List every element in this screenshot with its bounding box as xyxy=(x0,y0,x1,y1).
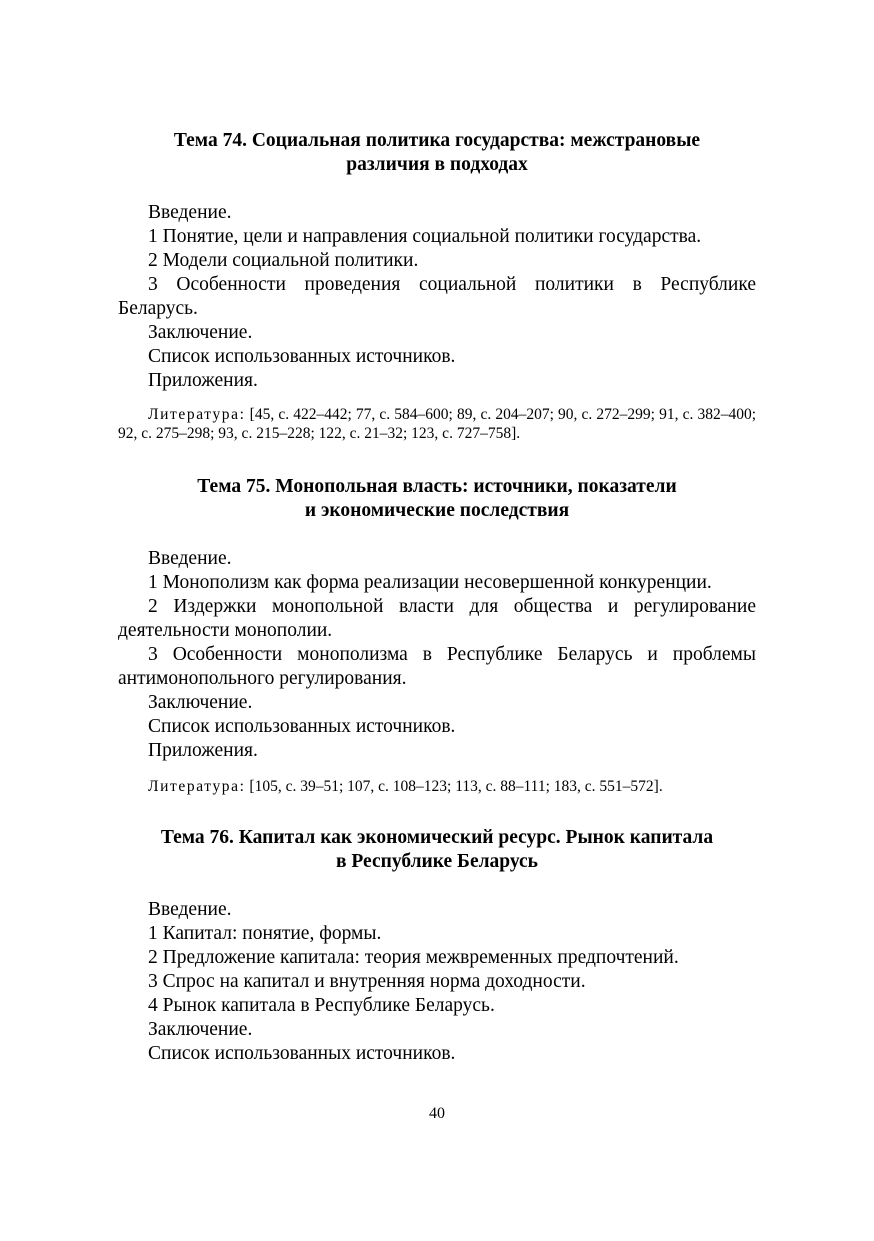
topic-outline xyxy=(118,547,756,763)
topic-title xyxy=(118,826,756,874)
topic-title-line-1: Тема 75. Монопольная власть: источники, показатели xyxy=(197,476,677,497)
topic-75 xyxy=(118,475,756,796)
outline-item-2: 2 Модели социальной политики. xyxy=(148,250,419,271)
outline-item-sources: Список использованных источников. xyxy=(148,716,456,737)
topic-title xyxy=(118,475,756,523)
outline-item-2: 2 Издержки монопольной власти для общества и регулирование деятельности монополии. xyxy=(118,596,756,641)
outline-item-4: 4 Рынок капитала в Республике Беларусь. xyxy=(148,995,495,1016)
outline-item-sources: Список использованных источников. xyxy=(148,1043,456,1064)
outline-item-3: 3 Спрос на капитал и внутренняя норма доходности. xyxy=(148,971,586,992)
outline-item-1: 1 Понятие, цели и направления социальной политики государства. xyxy=(148,226,702,247)
topic-outline xyxy=(118,898,756,1066)
outline-item-appendices: Приложения. xyxy=(148,740,258,761)
topic-title-line-1: Тема 74. Социальная политика государства: межстрановые xyxy=(173,130,701,151)
outline-item-conclusion: Заключение. xyxy=(148,1019,253,1040)
page-number: 40 xyxy=(429,1105,445,1122)
literature-label: Литература: xyxy=(148,778,246,795)
outline-item-conclusion: Заключение. xyxy=(148,322,253,343)
topic-title xyxy=(118,129,756,177)
literature-text: [45, с. 422–442; 77, с. 584–600; 89, с. 204–207; 90, с. 272–299; 91, с. 382–400; 92, с. 275–298; 93, с. 215–228; 122, с. 21–32; 123, с. 727–758]. xyxy=(118,406,756,442)
literature-reference xyxy=(118,405,756,443)
outline-item-appendices: Приложения. xyxy=(148,370,258,391)
topic-74 xyxy=(118,129,756,443)
outline-item-conclusion: Заключение. xyxy=(148,692,253,713)
outline-item-1: 1 Капитал: понятие, формы. xyxy=(148,923,382,944)
outline-item-3: 3 Особенности проведения социальной политики в Республике Беларусь. xyxy=(118,274,756,319)
outline-item-intro: Введение. xyxy=(148,899,232,920)
literature-label: Литература: xyxy=(148,406,246,423)
literature-text: [105, с. 39–51; 107, с. 108–123; 113, с. 88–111; 183, с. 551–572]. xyxy=(245,778,663,795)
topic-title-line-2: в Республике Беларусь xyxy=(336,851,538,872)
outline-item-2: 2 Предложение капитала: теория межвременных предпочтений. xyxy=(148,947,679,968)
outline-item-3: 3 Особенности монополизма в Республике Беларусь и проблемы антимонопольного регулирования. xyxy=(118,644,756,689)
outline-item-1: 1 Монополизм как форма реализации несовершенной конкуренции. xyxy=(148,572,712,593)
topic-title-line-2: и экономические последствия xyxy=(304,500,570,521)
topic-76 xyxy=(118,826,756,1066)
outline-item-intro: Введение. xyxy=(148,202,232,223)
outline-item-intro: Введение. xyxy=(148,548,232,569)
literature-reference xyxy=(118,777,756,796)
topic-title-line-2: различия в подходах xyxy=(346,154,528,175)
outline-item-sources: Список использованных источников. xyxy=(148,346,456,367)
topic-title-line-1: Тема 76. Капитал как экономический ресурс. Рынок капитала xyxy=(160,827,714,848)
topic-outline xyxy=(118,201,756,393)
